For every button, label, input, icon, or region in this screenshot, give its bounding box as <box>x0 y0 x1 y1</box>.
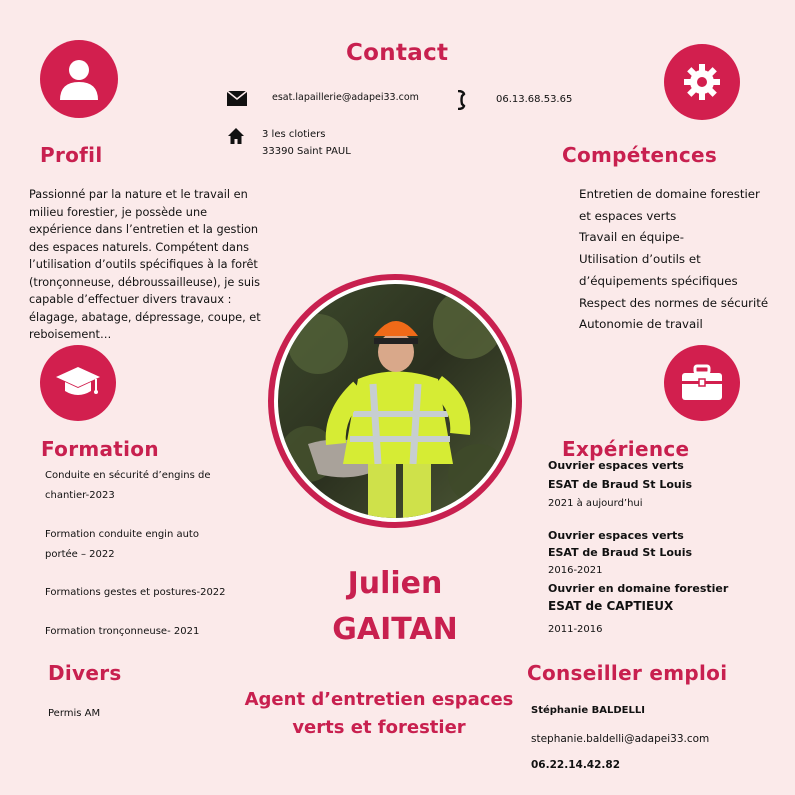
formation-item: Formation tronçonneuse- 2021 <box>45 626 200 637</box>
person-first-name: Julien <box>347 566 443 601</box>
competence-item: Respect des normes de sécurité <box>579 295 769 310</box>
experience-title: Expérience <box>562 437 690 461</box>
formation-badge <box>40 345 116 421</box>
envelope-icon <box>227 91 247 106</box>
experience-period: 2011-2016 <box>548 624 603 635</box>
conseiller-email: stephanie.baldelli@adapei33.com <box>531 733 710 745</box>
contact-phone: 06.13.68.53.65 <box>496 94 573 105</box>
experience-role: Ouvrier en domaine forestier <box>548 582 729 595</box>
competences-badge <box>664 44 740 120</box>
competences-title: Compétences <box>562 143 718 167</box>
profil-badge <box>40 40 118 118</box>
person-last-name: GAITAN <box>332 612 458 647</box>
formation-title: Formation <box>41 437 159 461</box>
formation-item: Formations gestes et postures-2022 <box>45 587 226 598</box>
experience-period: 2021 à aujourd’hui <box>548 498 643 509</box>
contact-email: esat.lapaillerie@adapei33.com <box>272 92 419 103</box>
user-icon <box>56 56 102 102</box>
competence-item: d’équipements spécifiques <box>579 273 738 288</box>
profile-photo-frame <box>268 274 522 528</box>
divers-text: Permis AM <box>48 708 101 719</box>
job-title-line-1: Agent d’entretien espaces <box>244 689 514 710</box>
phone-icon <box>455 90 467 110</box>
conseiller-phone: 06.22.14.42.82 <box>531 759 621 771</box>
divers-title: Divers <box>48 661 122 685</box>
job-title-line-2: verts et forestier <box>292 717 466 738</box>
conseiller-title: Conseiller emploi <box>527 661 728 685</box>
home-icon <box>227 127 245 145</box>
address-line-2: 33390 Saint PAUL <box>262 146 351 157</box>
experience-employer: ESAT de CAPTIEUX <box>548 599 674 613</box>
competence-item: Travail en équipe- <box>579 230 685 245</box>
competence-item: Entretien de domaine forestier <box>579 187 760 201</box>
experience-role: Ouvrier espaces verts <box>548 459 684 472</box>
experience-employer: ESAT de Braud St Louis <box>548 478 693 491</box>
briefcase-icon <box>680 364 724 402</box>
profile-photo <box>278 284 512 518</box>
formation-item: chantier-2023 <box>45 490 115 501</box>
competences-list <box>579 184 768 336</box>
experience-employer: ESAT de Braud St Louis <box>548 546 693 559</box>
conseiller-name: Stéphanie BALDELLI <box>531 705 645 716</box>
formation-item: Conduite en sécurité d’engins de <box>45 470 211 481</box>
formation-item: Formation conduite engin auto <box>45 529 199 540</box>
profil-text: Passionné par la nature et le travail en milieu forestier, je possède une expérience dans l’entretien et la gestion des espaces naturels. Compétent dans l’utilisation d’outils spécifiques à la forêt (tronçonneuse, débroussailleuse), je suis capable d’effectuer divers travaux : élagage, abatage, dépressage, coupe, et reboisement… <box>29 188 261 341</box>
formation-item: portée – 2022 <box>45 549 115 560</box>
gear-icon <box>682 62 722 102</box>
competence-item: Utilisation d’outils et <box>579 252 701 267</box>
graduation-cap-icon <box>54 363 102 403</box>
contact-title: Contact <box>346 40 449 66</box>
competence-item: et espaces verts <box>579 208 677 223</box>
profil-title: Profil <box>40 143 103 167</box>
competence-item: Autonomie de travail <box>579 317 703 332</box>
contact-address <box>262 126 351 160</box>
address-line-1: 3 les clotiers <box>262 129 326 140</box>
experience-role: Ouvrier espaces verts <box>548 529 684 542</box>
experience-period: 2016-2021 <box>548 565 603 576</box>
experience-badge <box>664 345 740 421</box>
